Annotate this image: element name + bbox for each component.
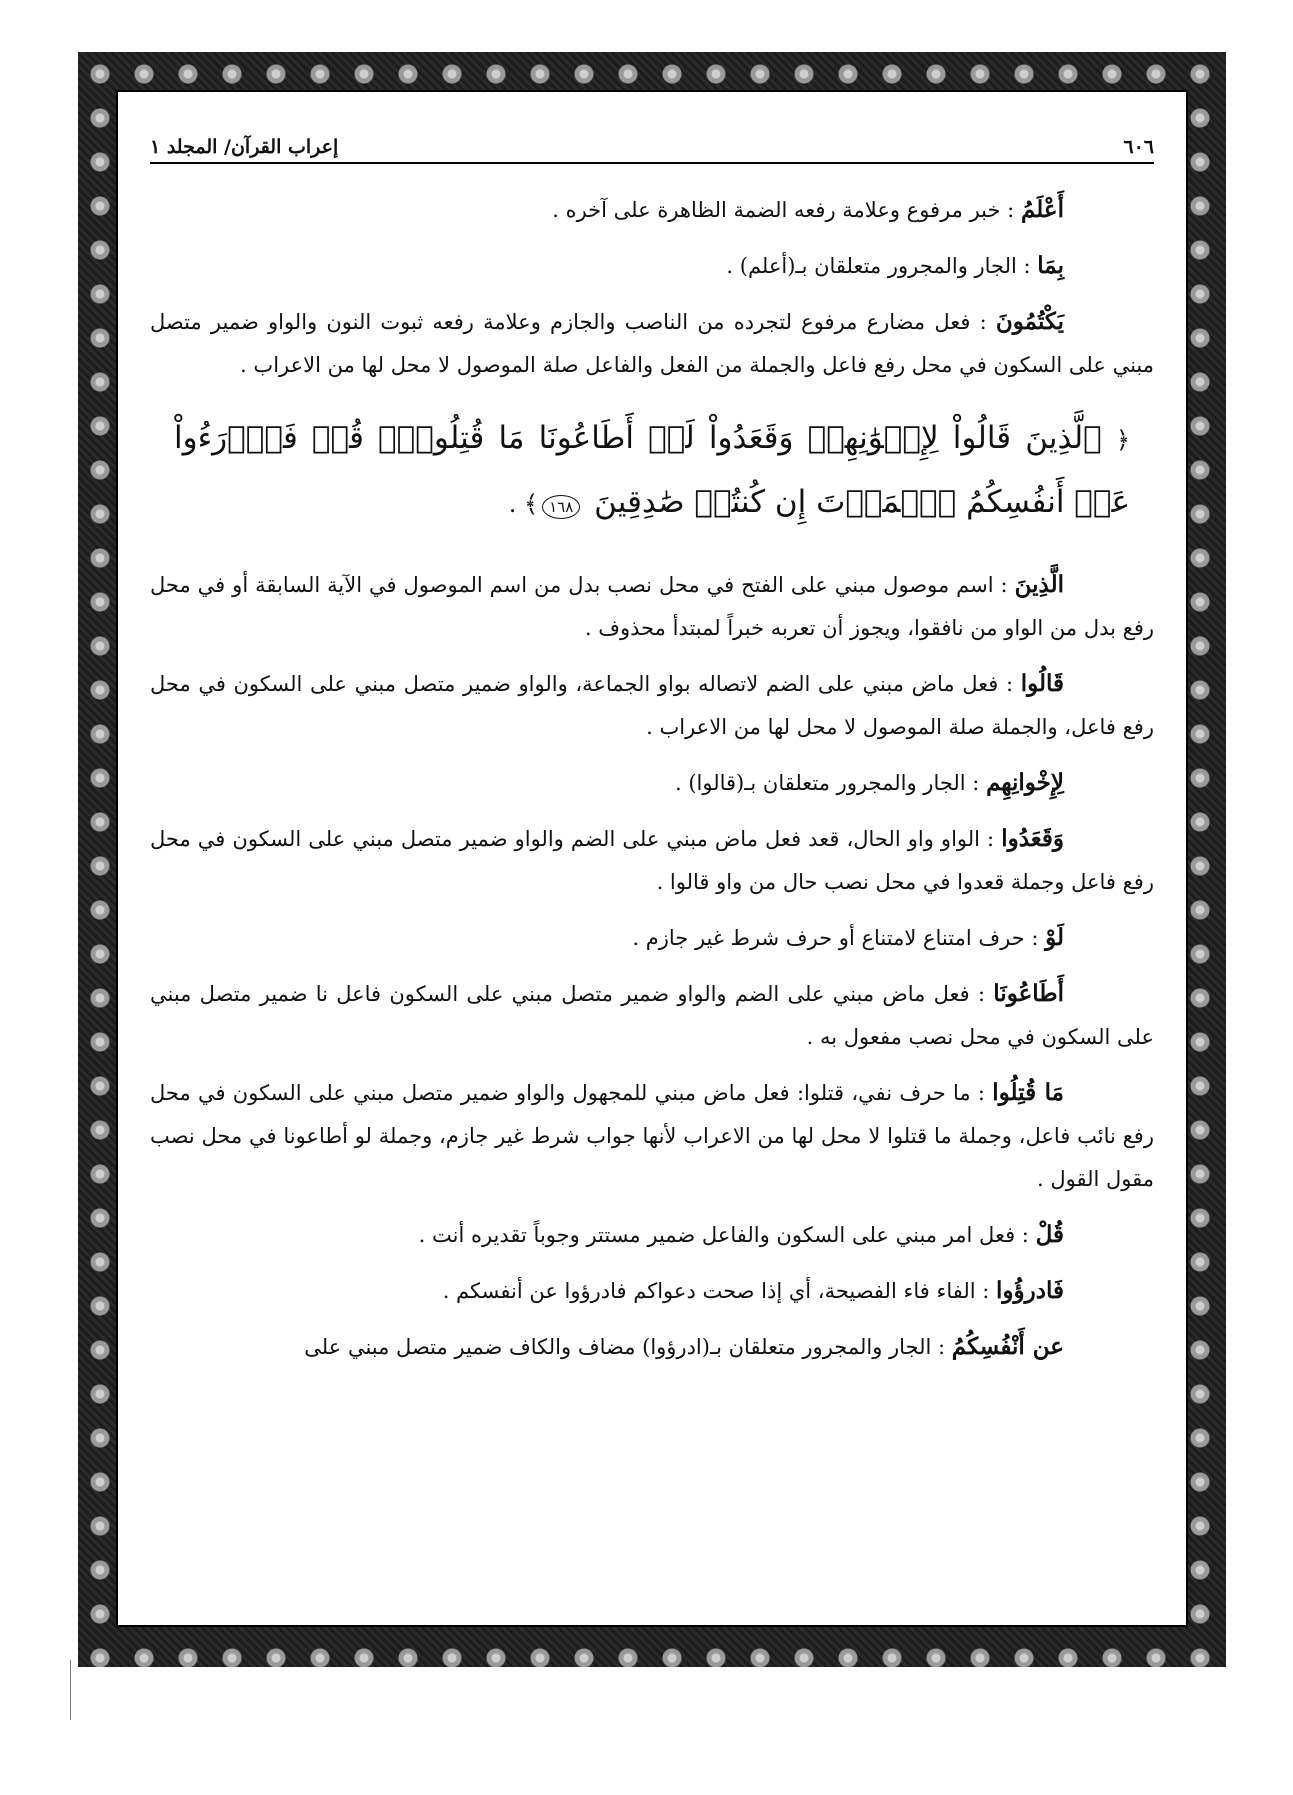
entry — [150, 300, 1154, 387]
page-header — [150, 126, 1154, 164]
entry — [150, 563, 1154, 650]
entry-text: : الجار والمجرور متعلقان بـ(قالوا) . — [674, 771, 980, 795]
entry-term: قَالُوا — [1020, 670, 1064, 697]
entry — [150, 817, 1154, 904]
entry-term: قُلْ — [1035, 1221, 1064, 1248]
entry-text: : فعل ماض مبني على الضم لاتصاله بواو الجماعة، والواو ضمير متصل مبني على السكون في محل رفع فاعل، والجملة صلة الموصول لا محل لها من الاعراب . — [150, 672, 1154, 739]
page — [116, 90, 1188, 1627]
page-number: ٦٠٦ — [1123, 136, 1154, 158]
entry-term: وَقَعَدُوا — [1001, 825, 1064, 852]
book-title: إعراب القرآن/ المجلد ١ — [150, 136, 339, 158]
verse-close-bracket: ﴾ . — [508, 490, 539, 518]
entry — [150, 244, 1154, 288]
entry — [150, 916, 1154, 960]
entry-term: أَعْلَمُ — [1020, 196, 1064, 223]
scan-margin-line — [70, 1660, 71, 1720]
entry-term: الَّذِينَ — [1014, 571, 1064, 598]
entry-text: : فعل ماض مبني على الضم والواو ضمير متصل مبني على السكون فاعل نا ضمير متصل مبني على السكون في محل نصب مفعول به . — [150, 982, 1154, 1049]
entry-text: : اسم موصول مبني على الفتح في محل نصب بدل من اسم الموصول في الآية السابقة أو في محل رفع بدل من الواو من نافقوا، ويجوز أن تعربه خبراً لمبتدأ محذوف . — [150, 573, 1154, 640]
entry-text: : حرف امتناع لامتناع أو حرف شرط غير جازم . — [632, 926, 1039, 950]
verse-open-bracket: ﴿ — [1115, 426, 1130, 454]
entry — [150, 1213, 1154, 1257]
page-content — [150, 188, 1154, 1605]
entry-term: مَا قُتِلُوا — [992, 1079, 1065, 1106]
entry — [150, 761, 1154, 805]
entry-term: لِإِخْوانِهِم — [986, 769, 1064, 796]
entry-term: فَادرؤُوا — [996, 1277, 1064, 1304]
entry — [150, 188, 1154, 232]
entry — [150, 662, 1154, 749]
entry-term: أَطَاعُونَا — [993, 980, 1064, 1007]
entry-text: : الفاء فاء الفصيحة، أي إذا صحت دعواكم فادرؤوا عن أنفسكم . — [442, 1279, 990, 1303]
entry-text: : الواو واو الحال، قعد فعل ماض مبني على الضم والواو ضمير متصل مبني على السكون في محل رفع فاعل وجملة قعدوا في محل نصب حال من واو قالوا . — [150, 827, 1154, 894]
entry — [150, 1269, 1154, 1313]
entry-text: : الجار والمجرور متعلقان بـ(أعلم) . — [726, 254, 1031, 278]
entry-term: لَوْ — [1045, 924, 1064, 951]
verse-text: ٱلَّذِينَ قَالُواْ لِإِخۡوَٰنِهِمۡ وَقَعَدُواْ لَوۡ أَطَاعُونَا مَا قُتِلُواْۗ قُلۡ فَٱدۡرَءُواْ عَنۡ أَنفُسِكُمُ ٱلۡمَوۡتَ إِن كُنتُمۡ صَٰدِقِينَ — [174, 420, 1130, 520]
entry — [150, 1325, 1154, 1369]
entry-term: بِمَا — [1037, 252, 1064, 279]
entry-text: : خبر مرفوع وعلامة رفعه الضمة الظاهرة على آخره . — [552, 198, 1015, 222]
entry — [150, 972, 1154, 1059]
entry-text: : ما حرف نفي، قتلوا: فعل ماض مبني للمجهول والواو ضمير متصل مبني على السكون في محل رفع نائب فاعل، وجملة ما قتلوا لا محل لها من الاعراب لأنها جواب شرط غير جازم، وجملة لو أطاعونا في محل نصب مقول القول . — [150, 1081, 1154, 1191]
entry-text: : الجار والمجرور متعلقان بـ(ادرؤوا) مضاف والكاف ضمير متصل مبني على — [304, 1335, 946, 1359]
entry-term: يَكْتُمُونَ — [995, 308, 1064, 335]
entry-text: : فعل امر مبني على السكون والفاعل ضمير مستتر وجوباً تقديره أنت . — [418, 1223, 1029, 1247]
entry-text: : فعل مضارع مرفوع لتجرده من الناصب والجازم وعلامة رفعه ثبوت النون والواو ضمير متصل مبني على السكون في محل رفع فاعل والجملة من الفعل والفاعل صلة الموصول لا محل لها من الاعراب . — [150, 310, 1154, 377]
entry — [150, 1071, 1154, 1201]
verse-number-medallion: ١٦٨ — [542, 495, 580, 519]
entry-term: عن أَنْفُسِكُمُ — [951, 1333, 1064, 1360]
quran-verse — [150, 407, 1154, 535]
